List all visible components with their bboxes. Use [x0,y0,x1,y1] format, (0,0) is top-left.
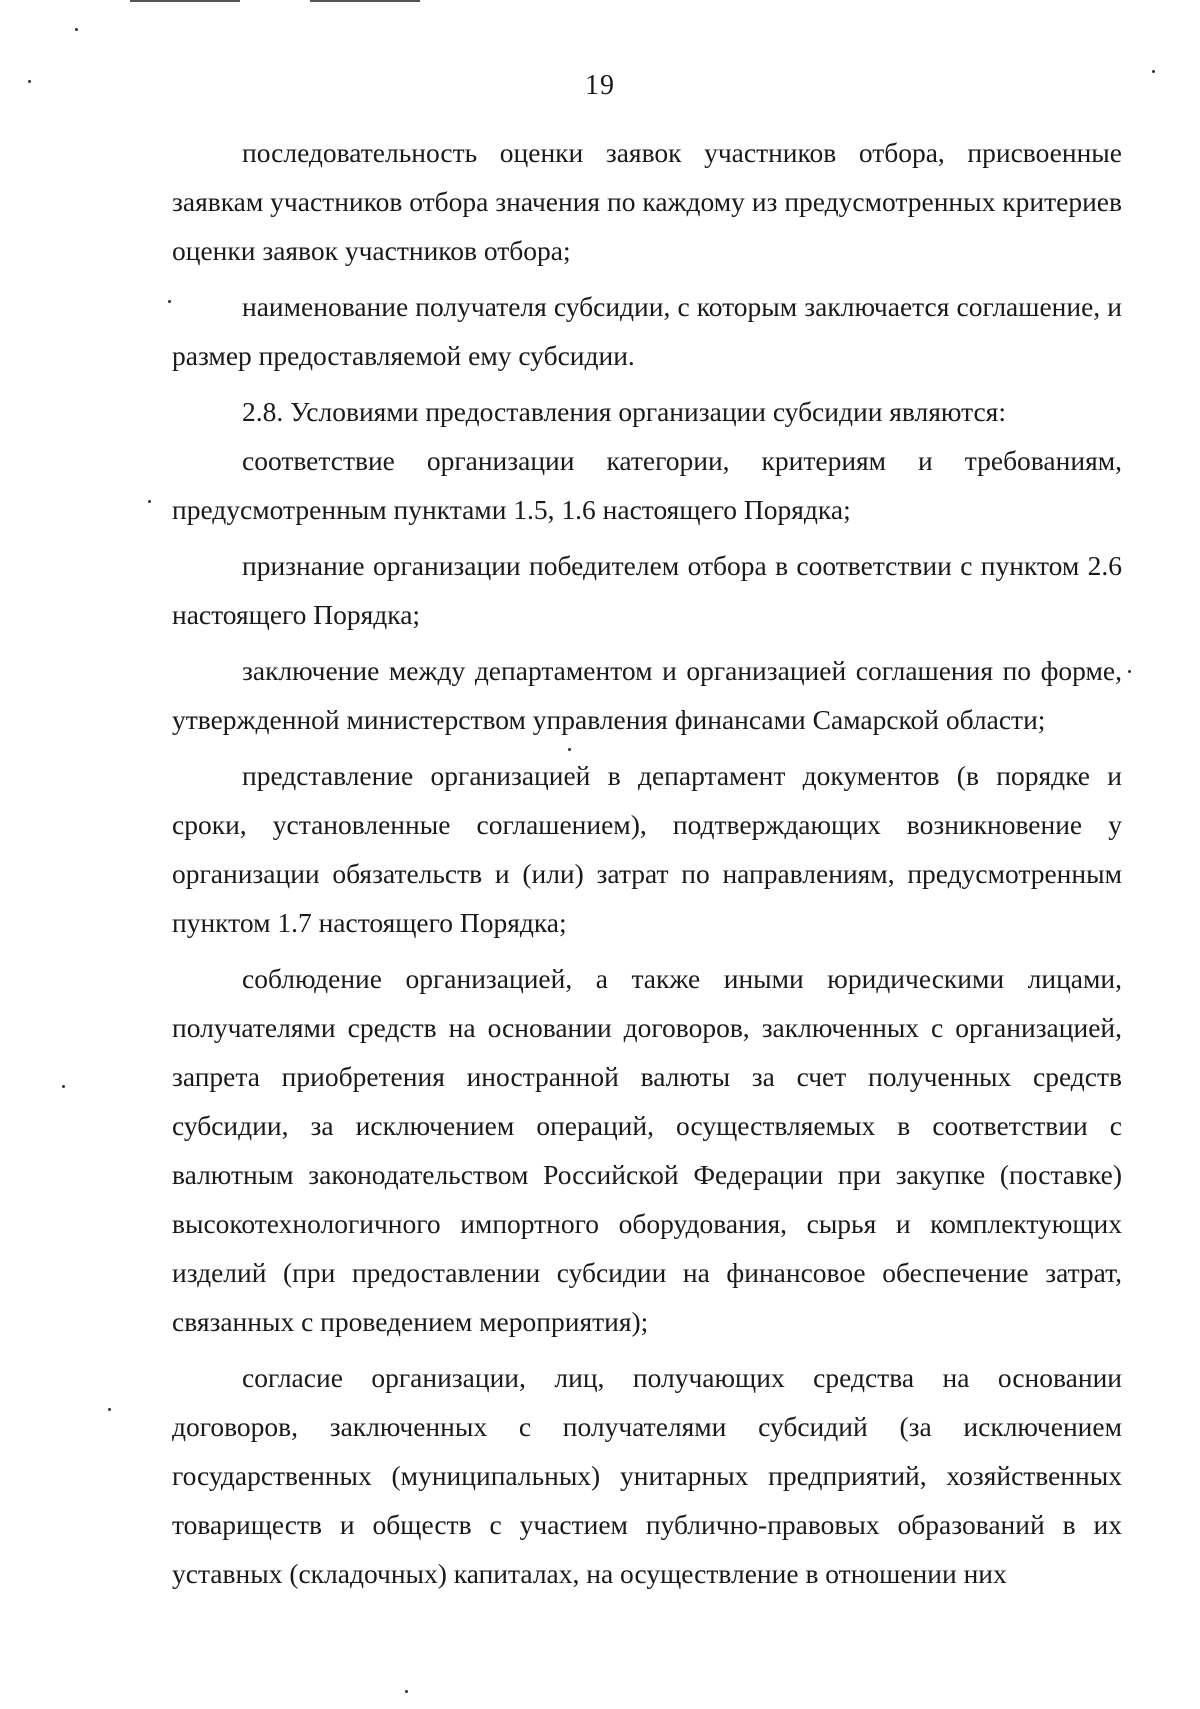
scan-speck [75,28,78,31]
scan-top-edge-right [310,0,420,2]
paragraph-document-submission: представление организацией в департамент документов (в порядке и сроки, установленные соглашением), подтверждающих возникновение у организации обязательств и (или) затрат по направлениям, предусмотренным пунктом 1.7 настоящего Порядка; [172,760,1122,938]
scan-speck [108,1408,111,1411]
scan-speck [148,500,151,503]
paragraph-selection-winner: признание организации победителем отбора в соответствии с пунктом 2.6 настоящего Порядка; [172,550,1122,630]
paragraph-organization-consent: согласие организации, лиц, получающих средства на основании договоров, заключенных с получателями субсидий (за исключением государственных (муниципальных) унитарных предприятий, хозяйственных товариществ и обществ с участием публично-правовых образований в их уставных (складочных) капиталах, на осуществление в отношении них [172,1362,1122,1589]
paragraph-agreement-conclusion: заключение между департаментом и организацией соглашения по форме, утвержденной министерством управления финансами Самарской области; [172,655,1122,735]
paragraph-currency-prohibition: соблюдение организацией, а также иными юридическими лицами, получателями средств на основании договоров, заключенных с организацией, запрета приобретения иностранной валюты за счет полученных средств субсидии, за исключением операций, осуществляемых в соответствии с валютным законодательством Российской Федерации при закупке (поставке) высокотехнологичного импортного оборудования, сырья и комплектующих изделий (при предоставлении субсидии на финансовое обеспечение затрат, связанных с проведением мероприятия); [172,963,1122,1337]
scan-speck [62,1085,65,1088]
paragraph-evaluation-sequence: последовательность оценки заявок участников отбора, присвоенные заявкам участников отбора значения по каждому из предусмотренных критериев оценки заявок участников отбора; [172,137,1122,266]
scan-speck [1152,70,1155,73]
scan-speck [1128,670,1131,673]
paragraph-category-compliance: соответствие организации категории, критериям и требованиям, предусмотренным пунктами 1.5, 1.6 настоящего Порядка; [172,445,1122,525]
page-number: 19 [585,70,615,101]
scan-speck [168,300,171,303]
scan-speck [568,748,571,751]
scan-speck [405,1690,408,1693]
scan-top-edge-left [130,0,240,2]
scan-speck [28,80,31,83]
paragraph-recipient-name: наименование получателя субсидии, с которым заключается соглашение, и размер предоставляемой ему субсидии. [172,291,1122,371]
document-body [172,128,1122,1598]
paragraph-section-2-8: 2.8. Условиями предоставления организации субсидии являются: [242,396,1006,427]
